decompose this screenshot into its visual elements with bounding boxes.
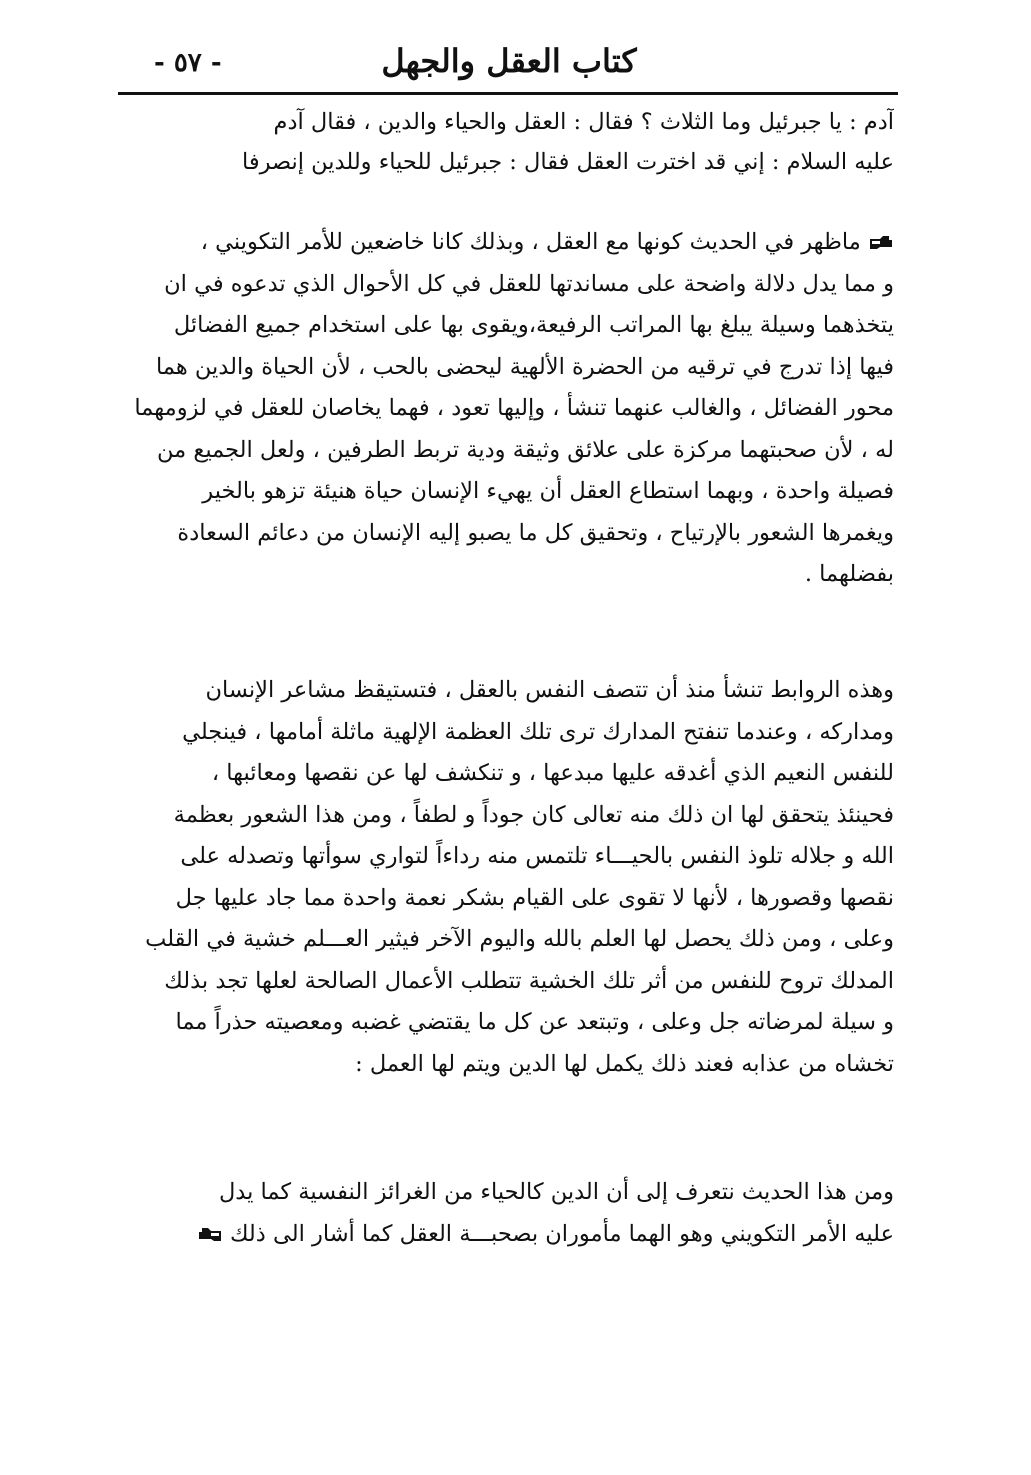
- hadith-text: [130, 102, 894, 182]
- commentary-line: و سيلة لمرضاته جل وعلى ، وتبتعد عن كل ما يقتضي غضبه ومعصيته حذراً مما: [175, 1009, 894, 1035]
- commentary-line: يتخذهما وسيلة يبلغ بها المراتب الرفيعة،ويقوى بها على استخدام جميع الفضائل: [173, 312, 894, 338]
- hadith-line: عليه السلام : إني قد اخترت العقل فقال : جبرئيل للحياء وللدين إنصرفا: [241, 149, 894, 175]
- page-header: [120, 40, 898, 86]
- commentary-line: محور الفضائل ، والغالب عنهما تنشأ ، وإليها تعود ، فهما يخاصان للعقل في لزومهما: [134, 395, 894, 421]
- commentary-line-text: ماظهر في الحديث كونها مع العقل ، وبذلك كانا خاضعين للأمر التكويني ،: [200, 229, 861, 255]
- commentary-line: تخشاه من عذابه فعند ذلك يكمل لها الدين ويتم لها العمل :: [355, 1050, 894, 1077]
- commentary-line: ومن هذا الحديث نتعرف إلى أن الدين كالحياء من الغرائز النفسية كما يدل: [218, 1179, 894, 1205]
- pointing-hand-icon: [868, 235, 894, 251]
- commentary-line: المدلك تروح للنفس من أثر تلك الخشية تتطلب الأعمال الصالحة لعلها تجد بذلك: [164, 967, 894, 994]
- page-number: - ٥٧ -: [154, 48, 222, 78]
- commentary-line: وهذه الروابط تنشأ منذ أن تتصف النفس بالعقل ، فتستيقظ مشاعر الإنسان: [205, 677, 894, 703]
- commentary-line: بفضلهما .: [804, 561, 894, 587]
- commentary-paragraph-1: [130, 222, 894, 596]
- header-rule: [118, 92, 898, 95]
- commentary-line: للنفس النعيم الذي أغدقه عليها مبدعها ، و تنكشف لها عن نقصها ومعائبها ،: [211, 760, 894, 786]
- commentary-line: وعلى ، ومن ذلك يحصل لها العلم بالله واليوم الآخر فيثير العـــلم خشية في القلب: [145, 926, 894, 952]
- commentary-line: فحينئذ يتحقق لها ان ذلك منه تعالى كان جوداً و لطفاً ، ومن هذا الشعور بعظمة: [173, 801, 894, 828]
- commentary-line: ويغمرها الشعور بالإرتياح ، وتحقيق كل ما يصبو إليه الإنسان من دعائم السعادة: [177, 519, 894, 546]
- commentary-paragraph-3: [130, 1172, 894, 1255]
- hadith-line: آدم : يا جبرئيل وما الثلاث ؟ فقال : العقل والحياء والدين ، فقال آدم: [273, 109, 894, 135]
- commentary-paragraph-2: [130, 670, 894, 1085]
- commentary-line: له ، لأن صحبتهما مركزة على علائق وثيقة ودية تربط الطرفين ، ولعل الجميع من: [157, 436, 894, 463]
- commentary-line: و مما يدل دلالة واضحة على مساندتها للعقل في كل الأحوال الذي تدعوه في ان: [164, 270, 894, 297]
- commentary-line: الله و جلاله تلوذ النفس بالحيـــاء تلتمس منه رداءاً لتواري سوأتها وتصدله على: [180, 843, 894, 869]
- commentary-line: [130, 1214, 894, 1256]
- running-title: كتاب العقل والجهل: [381, 42, 637, 80]
- pointing-hand-icon: [197, 1227, 223, 1243]
- commentary-line: ومداركه ، وعندما تنفتح المدارك ترى تلك العظمة الإلهية ماثلة أمامها ، فينجلي: [182, 718, 894, 745]
- commentary-line: نقصها وقصورها ، لأنها لا تقوى على القيام بشكر نعمة واحدة مما جاد عليها جل: [175, 884, 894, 911]
- commentary-line: فيها إذا تدرج في ترقيه من الحضرة الألهية ليحضى بالحب ، لأن الحياة والدين هما: [156, 353, 894, 380]
- commentary-line: [130, 222, 894, 264]
- commentary-line-text: عليه الأمر التكويني وهو الهما مأموران بصحبـــة العقل كما أشار الى ذلك: [229, 1220, 894, 1247]
- commentary-line: فصيلة واحدة ، وبهما استطاع العقل أن يهيء الإنسان حياة هنيئة تزهو بالخير: [202, 478, 894, 504]
